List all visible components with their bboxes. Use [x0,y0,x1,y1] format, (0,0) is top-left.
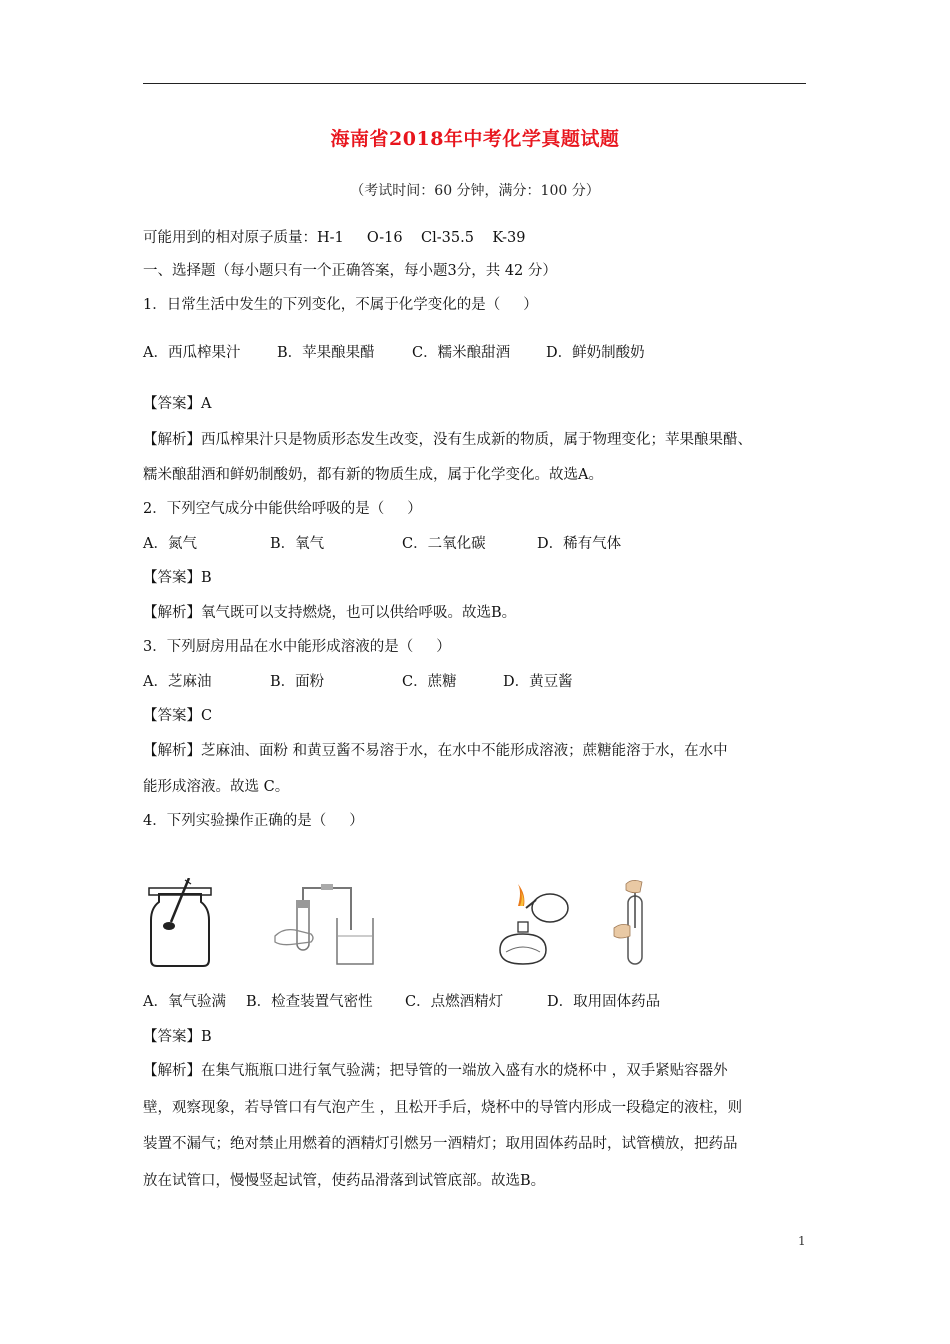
atomic-masses: 可能用到的相对原子质量：H-1 O-16 Cl-35.5 K-39 [143,230,526,246]
question-3-analysis-line-2: 能形成溶液。故选 C。 [143,779,290,795]
question-3-answer: 【答案】C [143,708,213,724]
question-3-analysis-line-1: 【解析】芝麻油、面粉 和黄豆酱不易溶于水，在水中不能形成溶液；蔗糖能溶于水，在水中 [143,743,728,759]
question-1-option-a: A．西瓜榨果汁 [143,345,241,361]
question-3-stem: 3．下列厨房用品在水中能形成溶液的是（ ） [143,639,451,655]
question-4-analysis-line-2: 壁，观察现象，若导管口有气泡产生 ，且松开手后，烧杯中的导管内形成一段稳定的液柱，则 [143,1100,743,1116]
question-2-answer: 【答案】B [143,570,212,586]
page-number: 1 [798,1234,806,1248]
question-1-stem: 1．日常生活中发生的下列变化，不属于化学变化的是（ ） [143,297,538,313]
question-2-option-c: C．二氧化碳 [402,536,486,552]
airtightness-check-figure [273,878,383,970]
question-4-option-c: C．点燃酒精灯 [405,994,504,1010]
alcohol-lamp-figure [492,878,576,970]
header-rule [143,83,806,84]
question-3-option-d: D．黄豆酱 [503,674,573,690]
question-4-stem: 4．下列实验操作正确的是（ ） [143,813,364,829]
question-4-analysis-line-4: 放在试管口，慢慢竖起试管，使药品滑落到试管底部。故选B。 [143,1173,546,1189]
question-2-option-d: D．稀有气体 [537,536,622,552]
question-1-option-d: D．鲜奶制酸奶 [546,345,645,361]
question-3-option-c: C．蔗糖 [402,674,457,690]
question-1-analysis-line-2: 糯米酿甜酒和鲜奶制酸奶，都有新的物质生成，属于化学变化。故选A。 [143,467,603,483]
question-4-option-a: A．氧气验满 [143,994,226,1010]
question-2-analysis: 【解析】氧气既可以支持燃烧，也可以供给呼吸。故选B。 [143,605,517,621]
question-4-option-b: B．检查装置气密性 [246,994,373,1010]
question-1-analysis-line-1: 【解析】西瓜榨果汁只是物质形态发生改变，没有生成新的物质，属于物理变化；苹果酿果醋、 [143,432,752,448]
question-1-answer: 【答案】A [143,396,212,412]
question-2-option-a: A．氮气 [143,536,197,552]
page-title: 海南省2018年中考化学真题试题 [330,128,620,150]
exam-info: （考试时间：60 分钟，满分：100 分） [350,183,600,199]
question-4-option-d: D．取用固体药品 [547,994,661,1010]
question-3-option-b: B．面粉 [270,674,325,690]
question-2-stem: 2．下列空气成分中能供给呼吸的是（ ） [143,501,422,517]
question-1-option-c: C．糯米酿甜酒 [412,345,511,361]
question-4-analysis-line-1: 【解析】在集气瓶瓶口进行氧气验满；把导管的一端放入盛有水的烧杯中 ，双手紧贴容器外 [143,1063,728,1079]
oxygen-test-jar-figure [145,878,215,970]
question-4-analysis-line-3: 装置不漏气；绝对禁止用燃着的酒精灯引燃另一酒精灯；取用固体药品时，试管横放，把药品 [143,1136,738,1152]
solid-reagent-figure [612,878,658,970]
question-2-option-b: B．氧气 [270,536,325,552]
question-4-answer: 【答案】B [143,1029,212,1045]
question-1-option-b: B．苹果酿果醋 [277,345,375,361]
section-title: 一、选择题（每小题只有一个正确答案，每小题3分，共 42 分） [143,263,557,279]
question-3-option-a: A．芝麻油 [143,674,212,690]
